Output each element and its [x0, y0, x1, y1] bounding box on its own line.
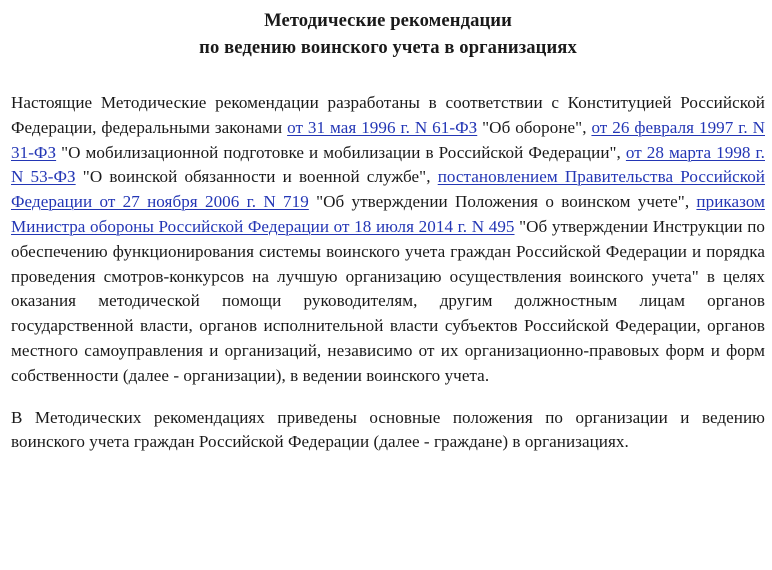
text-segment: Настоящие Методические рекомендации разработаны в соответствии с Конституцией Российской Федерации, федеральными законами: [11, 93, 765, 137]
text-segment: "Об утверждении Инструкции по обеспечению функционирования системы воинского учета граждан Российской Федерации и порядка проведения смотров-конкурсов на лучшую организацию осуществления воинского учета" в целях оказания методической помощи руководителям, другим должностным лицам органов государственной власти, органов исполнительной власти субъектов Российской Федерации, органов местного самоуправления и организаций, независимо от их организационно-правовых форм и форм собственности (далее - организации), в ведении воинского учета.: [11, 216, 765, 385]
text-segment: "Об утверждении Положения о воинском учете",: [308, 192, 697, 212]
resolution-link-2006-719[interactable]: постановлением Правительства Российской Федерации от 27 ноября 2006 г. N 719: [11, 167, 766, 212]
document-title: [11, 7, 765, 61]
text-segment: "О мобилизационной подготовке и мобилизации в Российской Федерации",: [56, 142, 626, 162]
law-link-1996-61fz[interactable]: от 31 мая 1996 г. N 61-ФЗ: [287, 117, 478, 137]
law-link-1998-53fz[interactable]: от 28 марта 1998 г. N 53-ФЗ: [11, 142, 765, 187]
paragraph-legal-basis: [11, 91, 765, 389]
paragraph-contents: [11, 406, 765, 456]
text-segment: "О воинской обязанности и военной службе",: [75, 167, 438, 187]
text-segment: В Методических рекомендациях приведены основные положения по организации и ведению воинского учета граждан Российской Федерации (далее - граждане) в организациях.: [11, 407, 765, 452]
order-link-2014-495[interactable]: приказом Министра обороны Российской Федерации от 18 июля 2014 г. N 495: [11, 192, 765, 236]
document-page: [11, 0, 765, 570]
title-line-1: Методические рекомендации: [264, 10, 512, 31]
title-line-2: по ведению воинского учета в организациях: [199, 37, 577, 58]
text-segment: "Об обороне",: [477, 117, 592, 137]
law-link-1997-31fz[interactable]: от 26 февраля 1997 г. N 31-ФЗ: [11, 117, 765, 162]
